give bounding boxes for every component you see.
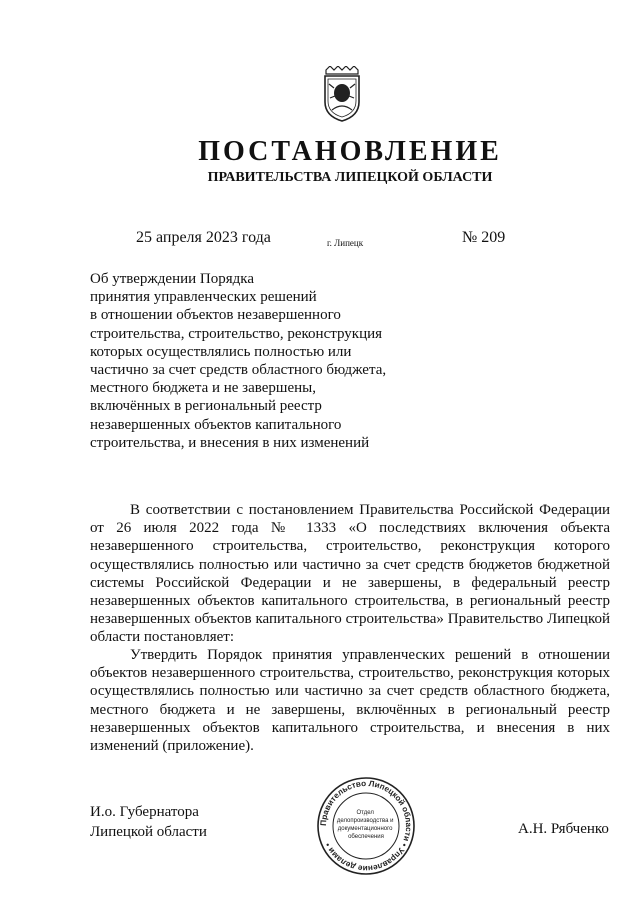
document-date: 25 апреля 2023 года xyxy=(136,229,271,246)
subject-line: незавершенных объектов капитального xyxy=(90,416,342,433)
document-number: № 209 xyxy=(462,229,506,246)
subject-line: принятия управленческих решений xyxy=(90,289,317,306)
seal-inner-line: делопроизводства и xyxy=(336,818,394,824)
document-title: ПОСТАНОВЛЕНИЕ xyxy=(198,136,502,167)
subject-line: Об утверждении Порядка xyxy=(90,271,254,287)
seal-outer-text: Правительство Липецкой области • Управление делами • xyxy=(318,778,414,874)
subject-line: в отношении объектов незавершенного xyxy=(90,307,341,324)
coat-of-arms-icon xyxy=(322,66,362,122)
document-subtitle: ПРАВИТЕЛЬСТВА ЛИПЕЦКОЙ ОБЛАСТИ xyxy=(207,170,493,185)
seal-inner-line: документационного xyxy=(337,826,393,832)
seal-inner-line: обеспечения xyxy=(348,834,384,840)
signer-name: А.Н. Рябченко xyxy=(518,821,609,837)
document-subject xyxy=(90,270,420,452)
subject-line: строительства, строительство, реконструкция xyxy=(90,325,383,342)
body-paragraph-preamble: В соответствии с постановлением Правительства Российской Федерации от 26 июля 2022 года № 1333 «О последствиях включения объекта незавершенного строительства, строительство, реконструкция которого осуществлялись полностью или частично за счет средств бюджетов бюджетной системы Российской Федерации и не завершены, в федеральный реестр незавершенных объектов капитального строительства, в региональный реестр незавершенных объектов капитального строительства» Правительство Липецкой области постановляет: xyxy=(90,502,610,646)
body-paragraph-resolution: Утвердить Порядок принятия управленческих решений в отношении объектов незавершенного строительства, строительство, реконструкция которых осуществлялись полностью или частично за счет средств областного бюджета, местного бюджета и не завершены, включённых в региональный реестр незавершенных объектов капитального строительства, и внесения в них изменений (приложение). xyxy=(90,647,610,755)
subject-line: которых осуществлялись полностью или xyxy=(90,343,352,360)
svg-text:Отдел делопроизводства и xyxy=(337,810,395,840)
signer-position-line: И.о. Губернатора xyxy=(90,804,199,820)
subject-line: местного бюджета и не завершены, xyxy=(90,380,316,397)
signer-position xyxy=(90,802,207,842)
seal-inner-line: Отдел xyxy=(356,810,374,816)
subject-line: строительства, и внесения в них изменений xyxy=(90,434,370,451)
subject-line: включённых в региональный реестр xyxy=(90,398,322,415)
signer-position-line: Липецкой области xyxy=(90,824,207,840)
subject-line: частично за счет средств областного бюджета, xyxy=(90,362,387,379)
official-seal-stamp xyxy=(316,776,416,876)
document-city: г. Липецк xyxy=(327,238,364,248)
